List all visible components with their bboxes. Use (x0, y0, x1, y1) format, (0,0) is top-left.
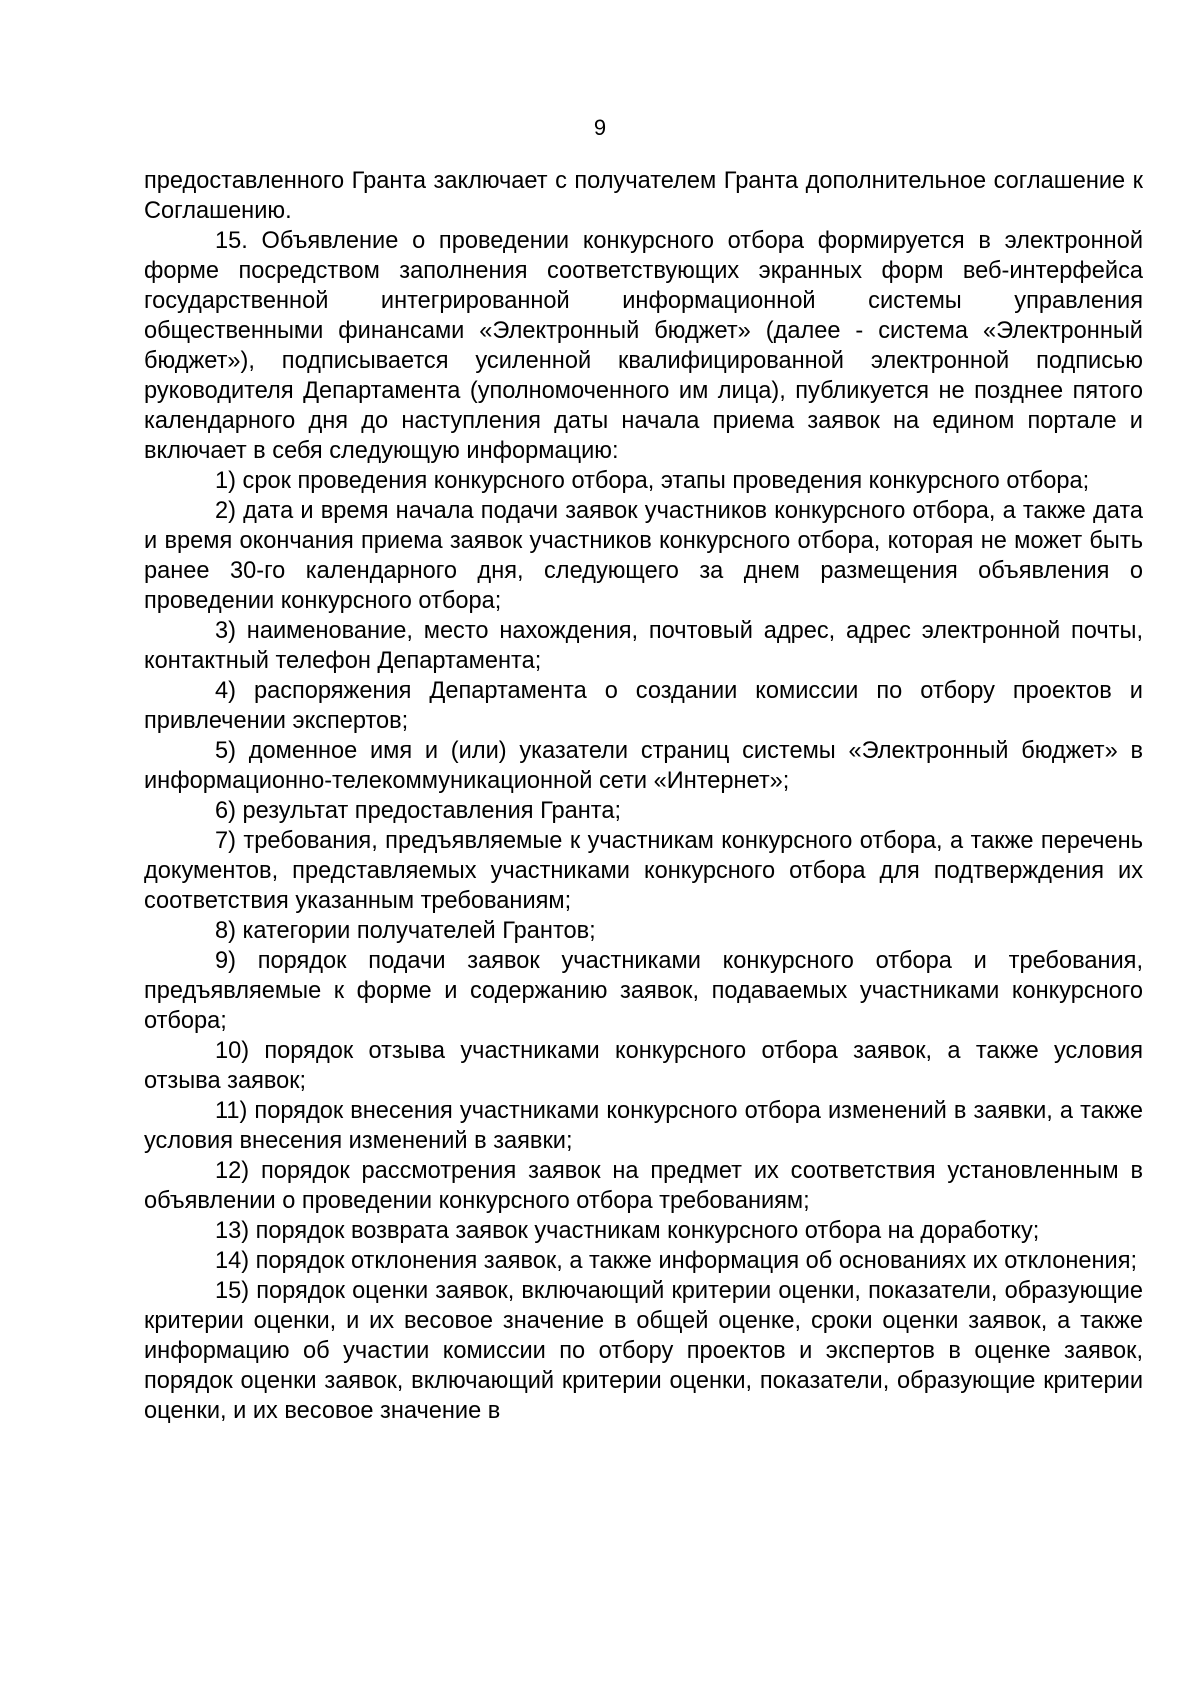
paragraph: 15. Объявление о проведении конкурсного отбора формируется в электронной форме посредством заполнения соответствующих экранных форм веб-интерфейса государственной интегрированной информационной системы управления общественными финансами «Электронный бюджет» (далее - система «Электронный бюджет»), подписывается усиленной квалифицированной электронной подписью руководителя Департамента (уполномоченного им лица), публикуется не позднее пятого календарного дня до наступления даты начала приема заявок на едином портале и включает в себя следующую информацию: (144, 228, 1143, 464)
paragraph: 11) порядок внесения участниками конкурсного отбора изменений в заявки, а также условия внесения изменений в заявки; (144, 1098, 1143, 1154)
paragraph: 5) доменное имя и (или) указатели страниц системы «Электронный бюджет» в информационно-телекоммуникационной сети «Интернет»; (144, 738, 1143, 794)
paragraph: 14) порядок отклонения заявок, а также информация об основаниях их отклонения; (215, 1248, 1138, 1274)
paragraph: 9) порядок подачи заявок участниками конкурсного отбора и требования, предъявляемые к форме и содержанию заявок, подаваемых участниками конкурсного отбора; (144, 948, 1143, 1034)
paragraph: 13) порядок возврата заявок участникам конкурсного отбора на доработку; (215, 1218, 1040, 1244)
page-number: 9 (593, 115, 607, 140)
paragraph: 8) категории получателей Грантов; (215, 918, 596, 944)
paragraph: 4) распоряжения Департамента о создании комиссии по отбору проектов и привлечении экспертов; (144, 678, 1143, 734)
paragraph: 2) дата и время начала подачи заявок участников конкурсного отбора, а также дата и время окончания приема заявок участников конкурсного отбора, которая не может быть ранее 30-го календарного дня, следующего за днем размещения объявления о проведении конкурсного отбора; (144, 498, 1143, 614)
paragraph: 1) срок проведения конкурсного отбора, этапы проведения конкурсного отбора; (215, 468, 1090, 494)
paragraph: 15) порядок оценки заявок, включающий критерии оценки, показатели, образующие критерии оценки, и их весовое значение в общей оценке, сроки оценки заявок, а также информацию об участии комиссии по отбору проектов и экспертов в оценке заявок, порядок оценки заявок, включающий критерии оценки, показатели, образующие критерии оценки, и их весовое значение в (144, 1278, 1143, 1424)
paragraph: предоставленного Гранта заключает с получателем Гранта дополнительное соглашение к Соглашению. (144, 168, 1143, 224)
paragraph: 7) требования, предъявляемые к участникам конкурсного отбора, а также перечень документов, представляемых участниками конкурсного отбора для подтверждения их соответствия указанным требованиям; (144, 828, 1143, 914)
document-body (144, 166, 1143, 1426)
paragraph: 12) порядок рассмотрения заявок на предмет их соответствия установленным в объявлении о проведении конкурсного отбора требованиям; (144, 1158, 1143, 1214)
paragraph: 6) результат предоставления Гранта; (215, 798, 622, 824)
paragraph: 10) порядок отзыва участниками конкурсного отбора заявок, а также условия отзыва заявок; (144, 1038, 1143, 1094)
paragraph: 3) наименование, место нахождения, почтовый адрес, адрес электронной почты, контактный телефон Департамента; (144, 618, 1143, 674)
